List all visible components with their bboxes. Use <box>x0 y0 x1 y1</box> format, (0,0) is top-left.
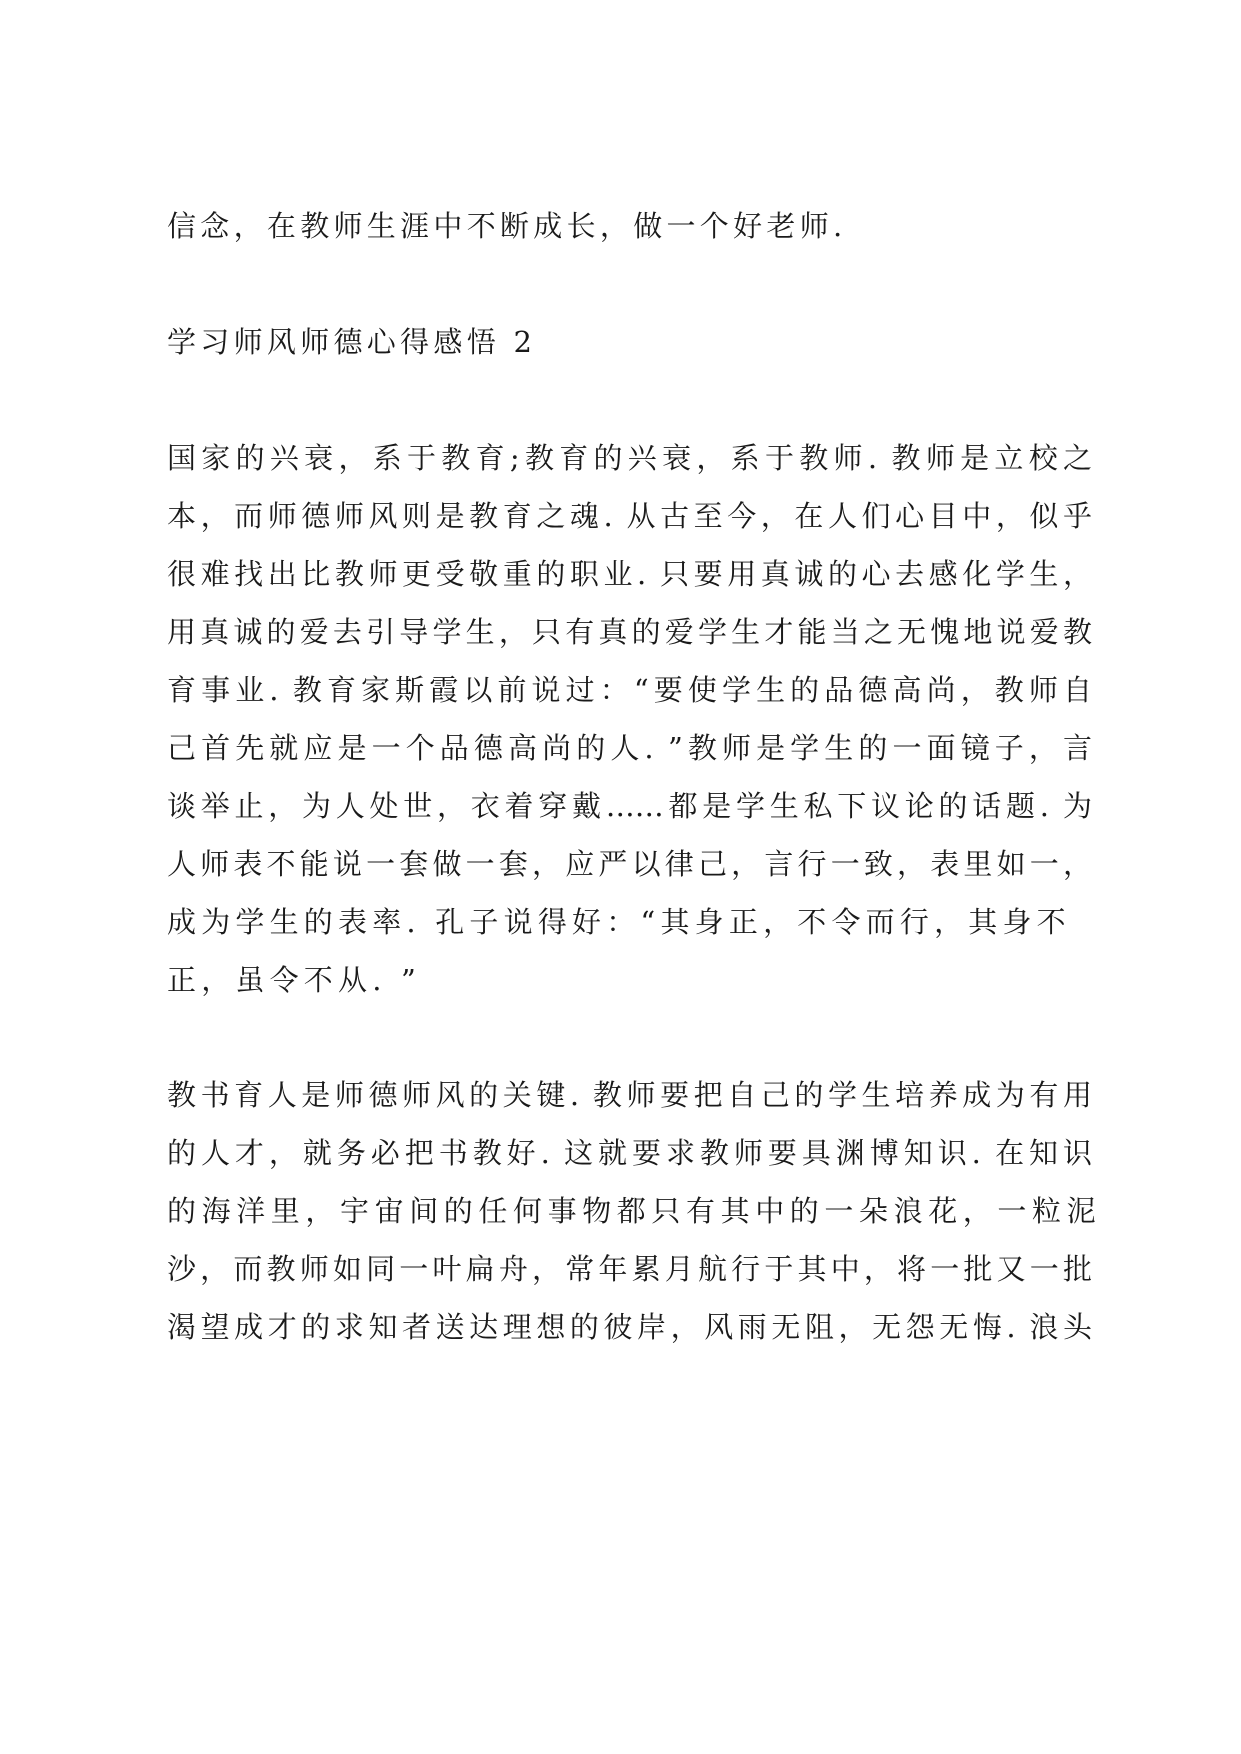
paragraph-line: 育事业. 教育家斯霞以前说过：“要使学生的品德高尚，教师自 <box>167 673 1092 707</box>
section-heading: 学习师风师德心得感悟 2 <box>167 325 537 359</box>
paragraph-line: 人师表不能说一套做一套，应严以律己，言行一致，表里如一， <box>167 847 1092 881</box>
paragraph-line: 正，虽令不从. ” <box>167 963 422 997</box>
paragraph-line: 教书育人是师德师风的关键. 教师要把自己的学生培养成为有用 <box>167 1078 1092 1112</box>
paragraph-line: 谈举止，为人处世，衣着穿戴……都是学生私下议论的话题. 为 <box>167 789 1092 823</box>
paragraph-line: 国家的兴衰，系于教育;教育的兴衰，系于教师. 教师是立校之 <box>167 441 1092 475</box>
paragraph-line: 渴望成才的求知者送达理想的彼岸，风雨无阻，无怨无悔. 浪头 <box>167 1310 1092 1344</box>
paragraph-line: 的人才，就务必把书教好. 这就要求教师要具渊博知识. 在知识 <box>167 1136 1092 1170</box>
paragraph-line: 用真诚的爱去引导学生，只有真的爱学生才能当之无愧地说爱教 <box>167 615 1092 649</box>
paragraph-line: 己首先就应是一个品德高尚的人. ”教师是学生的一面镜子，言 <box>167 731 1092 765</box>
paragraph-line: 很难找出比教师更受敬重的职业. 只要用真诚的心去感化学生， <box>167 557 1092 591</box>
paragraph-line: 本，而师德师风则是教育之魂. 从古至今，在人们心目中，似乎 <box>167 499 1092 533</box>
paragraph-line: 的海洋里，宇宙间的任何事物都只有其中的一朵浪花，一粒泥 <box>167 1194 1102 1228</box>
paragraph-line: 成为学生的表率. 孔子说得好：“其身正，不令而行，其身不 <box>167 905 1071 939</box>
opening-line: 信念，在教师生涯中不断成长，做一个好老师. <box>167 209 847 243</box>
paragraph-line: 沙，而教师如同一叶扁舟，常年累月航行于其中，将一批又一批 <box>167 1252 1092 1286</box>
